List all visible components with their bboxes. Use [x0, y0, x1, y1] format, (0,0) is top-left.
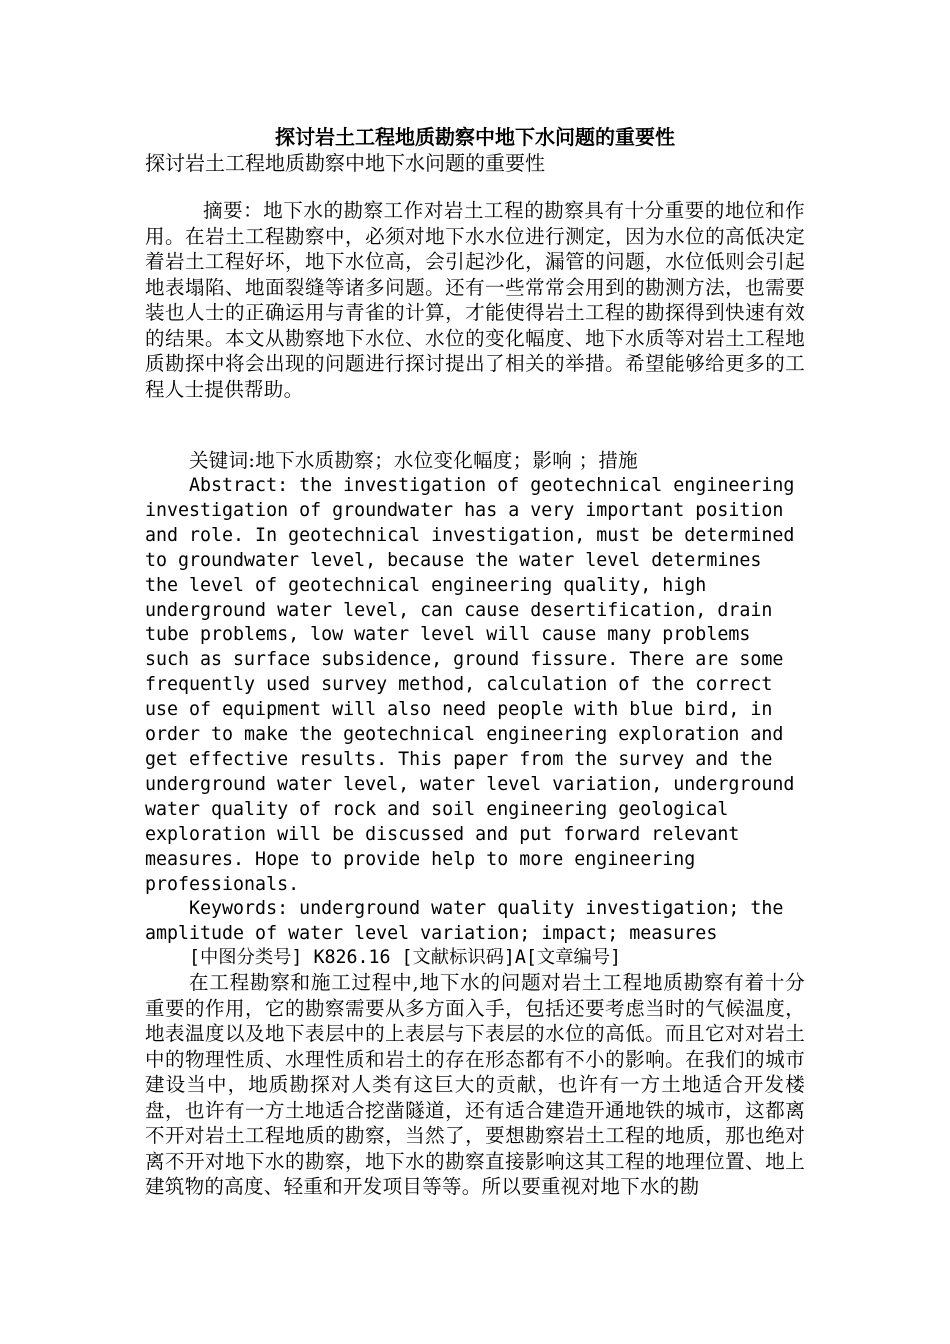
keywords-english: Keywords: underground water quality investigation; the amplitude of water level variation; impact; measures: [145, 898, 784, 944]
keywords-chinese: 关键词:地下水质勘察；水位变化幅度；影响 ；措施: [189, 449, 638, 472]
classification-line: [中图分类号] K826.16 [文献标识码]A[文章编号]: [145, 947, 622, 968]
abstract-english: Abstract: the investigation of geotechnical engineering investigation of groundwater has a very important position and role. In geotechnical investigation, must be determined to groundwater level, because the water level determines the level of geotechnical engineering quality, high underground water level, can cause desertification, drain tube problems, low water level will cause many problems such as surface subsidence, ground fissure. There are some frequently used survey method, calculation of the correct use of equipment will also need people with blue bird, in order to make the geotechnical engineering exploration and get effective results. This paper from the survey and the underground water level, water level variation, underground water quality of rock and soil engineering geological exploration will be discussed and put forward relevant measures. Hope to provide help to more engineering professionals.: [145, 475, 795, 895]
abstract-chinese: 摘要：地下水的勘察工作对岩土工程的勘察具有十分重要的地位和作用。在岩土工程勘察中，必须对地下水水位进行测定，因为水位的高低决定着岩土工程好坏，地下水位高，会引起沙化，漏管的问题，水位低则会引起地表塌陷、地面裂缝等诸多问题。还有一些常常会用到的勘测方法，也需要装也人士的正确运用与青雀的计算，才能使得岩土工程的勘探得到快速有效的结果。本文从勘察地下水位、水位的变化幅度、地下水质等对岩土工程地质勘探中将会出现的问题进行探讨提出了相关的举措。希望能够给更多的工程人士提供帮助。: [145, 199, 805, 401]
document-title: 探讨岩土工程地质勘察中地下水问题的重要性: [275, 125, 675, 149]
document-subtitle: 探讨岩土工程地质勘察中地下水问题的重要性: [145, 151, 545, 175]
body-paragraph: 在工程勘察和施工过程中,地下水的问题对岩土工程地质勘察有着十分重要的作用，它的勘察需要从多方面入手，包括还要考虑当时的气候温度，地表温度以及地下表层中的上表层与下表层的水位的高低。而且它对对岩土中的物理性质、水理性质和岩土的存在形态都有不小的影响。在我们的城市建设当中，地质勘探对人类有这巨大的贡献，也许有一方土地适合开发楼盘，也许有一方土地适合挖凿隧道，还有适合建造开通地铁的城市，这都离不开对岩土工程地质的勘察，当然了，要想勘察岩土工程的地质，那也绝对离不开对地下水的勘察，地下水的勘察直接影响这其工程的地理位置、地上建筑物的高度、轻重和开发项目等等。所以要重视对地下水的勘: [145, 971, 805, 1198]
